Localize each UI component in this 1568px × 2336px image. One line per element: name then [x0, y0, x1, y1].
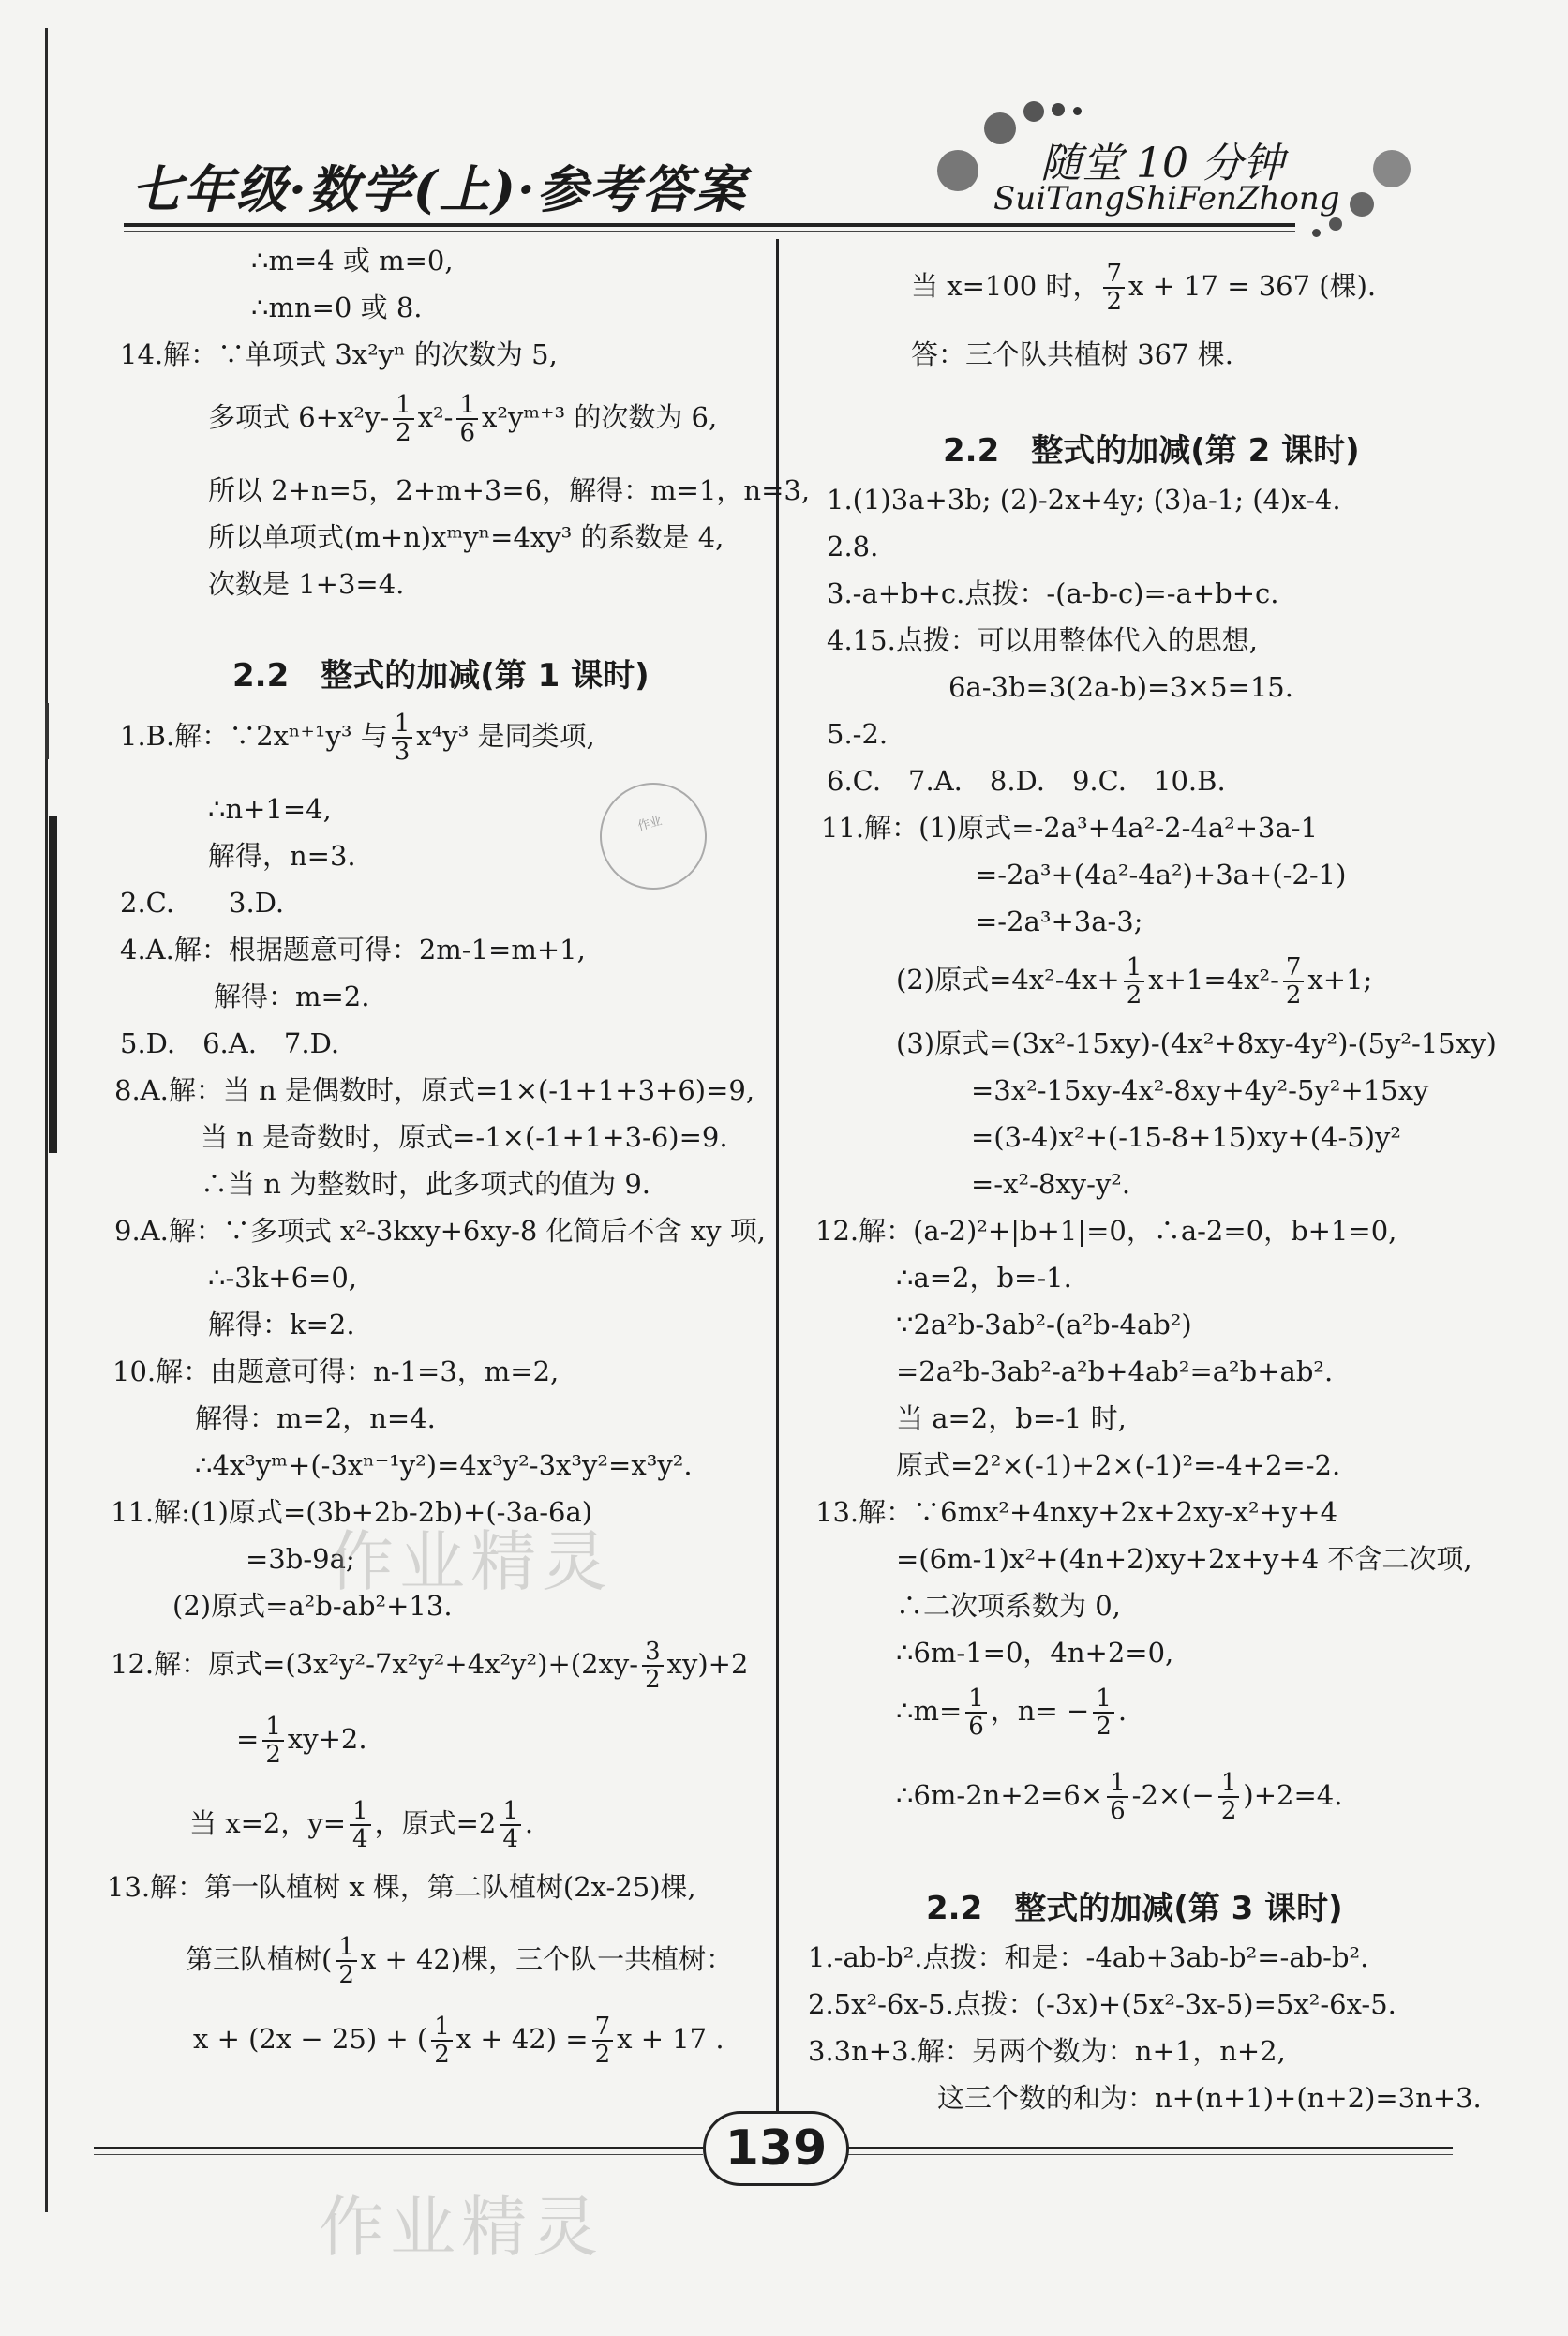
text-line: 原式=2²×(-1)+2×(-1)²=-4+2=-2.: [896, 1449, 1341, 1481]
text-line: ∴mn=0 或 8.: [251, 292, 423, 323]
text-line: ∴-3k+6=0,: [208, 1262, 357, 1294]
text-line: ∴6m-2n+2=6× $\frac{1}{6}$ -2×(− $\frac{1}{2}$ )+2=4.: [896, 1769, 1343, 1825]
text-line: 12.解：原式=(3x²y²-7x²y²+4x²y²)+(2xy- $\frac{3}{2}$ xy)+2: [111, 1638, 749, 1694]
text-line: =(6m-1)x²+(4n+2)xy+2x+y+4 不含二次项,: [896, 1543, 1472, 1575]
text-line: 11.解:(1)原式=(3b+2b-2b)+(-3a-6a): [111, 1496, 593, 1528]
text-line: =3b-9a;: [246, 1543, 355, 1575]
fraction: $\frac{1}{4}$: [500, 1798, 521, 1852]
text-line: =-2a³+3a-3;: [975, 906, 1143, 937]
fraction: $\frac{1}{2}$: [1093, 1685, 1114, 1740]
column-divider: [776, 239, 779, 2119]
text-line: ∴m=4 或 m=0,: [251, 245, 454, 277]
text-line: 5.D. 6.A. 7.D.: [120, 1027, 340, 1059]
text-line: =-2a³+(4a²-4a²)+3a+(-2-1): [975, 859, 1347, 891]
text-line: = $\frac{1}{2}$ xy+2.: [236, 1713, 367, 1769]
text-line: (2)原式=a²b-ab²+13.: [172, 1590, 453, 1622]
fraction: $\frac{1}{6}$: [456, 392, 478, 446]
text-line: 当 x=2，y= $\frac{1}{4}$ ，原式=2 $\frac{1}{4}$ .: [189, 1797, 534, 1853]
text-line: =(3-4)x²+(-15-8+15)xy+(4-5)y²: [971, 1121, 1402, 1153]
text-line: =3x²-15xy-4x²-8xy+4y²-5y²+15xy: [971, 1074, 1429, 1106]
text-line: 多项式 6+x²y- $\frac{1}{2}$ x²- $\frac{1}{6}$ x²yᵐ⁺³ 的次数为 6,: [208, 391, 718, 447]
binding-mark: [45, 703, 49, 759]
text-line: 1.B.解：∵2xⁿ⁺¹y³ 与 $\frac{1}{3}$ x⁴y³ 是同类项,: [120, 710, 595, 766]
text-line: (2)原式=4x²-4x+ $\frac{1}{2}$ x+1=4x²- $\frac{7}{2}$ x+1;: [896, 953, 1373, 1010]
section-heading: 2.2 整式的加减(第 2 课时): [943, 432, 1360, 470]
footer-rule: [94, 2154, 703, 2155]
text-line: 所以 2+n=5，2+m+3=6，解得：m=1，n=3,: [208, 474, 811, 506]
text-line: 4.A.解：根据题意可得：2m-1=m+1,: [120, 934, 586, 966]
fraction: $\frac{1}{2}$: [1124, 954, 1145, 1009]
text-line: 2.8.: [827, 531, 879, 562]
text-line: 6a-3b=3(2a-b)=3×5=15.: [948, 671, 1293, 703]
text-line: 3.-a+b+c.点拨：-(a-b-c)=-a+b+c.: [827, 577, 1279, 609]
decor-dot: [1329, 217, 1342, 231]
page-title: 七年级·数学(上)·参考答案: [131, 159, 747, 219]
fraction: $\frac{1}{2}$: [262, 1714, 284, 1768]
text-line: ∴二次项系数为 0,: [896, 1590, 1121, 1622]
text-line: 6.C. 7.A. 8.D. 9.C. 10.B.: [827, 765, 1226, 797]
text-line: ∴当 n 为整数时，此多项式的值为 9.: [201, 1168, 651, 1200]
text-line: ∴4x³yᵐ+(-3xⁿ⁻¹y²)=4x³y²-3x³y²=x³y².: [195, 1449, 693, 1481]
footer-rule: [94, 2147, 703, 2149]
brand-logo: [937, 94, 1425, 244]
text-line: 8.A.解：当 n 是偶数时，原式=1×(-1+1+3+6)=9,: [114, 1074, 755, 1106]
fraction: $\frac{7}{2}$: [1283, 954, 1305, 1009]
text-line: x + (2x − 25) + ( $\frac{1}{2}$ x + 42) = $\frac{7}{2}$ x + 17 .: [193, 2013, 724, 2069]
fraction: $\frac{1}{2}$: [336, 1934, 357, 1988]
decor-dot: [1073, 107, 1082, 115]
decor-dot: [937, 150, 978, 191]
decor-dot: [1373, 150, 1411, 187]
text-line: 13.解：第一队植树 x 棵，第二队植树(2x-25)棵,: [107, 1871, 696, 1903]
decor-dot: [1350, 192, 1374, 217]
fraction: $\frac{3}{2}$: [642, 1639, 664, 1693]
text-line: 解得：m=2.: [214, 981, 370, 1012]
fraction: $\frac{1}{2}$: [431, 2014, 453, 2068]
text-line: 答：三个队共植树 367 棵.: [911, 338, 1234, 370]
text-line: 这三个数的和为：n+(n+1)+(n+2)=3n+3.: [937, 2082, 1482, 2114]
fraction: $\frac{7}{2}$: [1103, 261, 1125, 315]
text-line: 2.C. 3.D.: [120, 887, 285, 919]
text-line: 解得：m=2，n=4.: [195, 1402, 436, 1434]
section-heading: 2.2 整式的加减(第 1 课时): [232, 657, 650, 695]
fraction: $\frac{7}{2}$: [592, 2014, 614, 2068]
footer-rule: [844, 2147, 1453, 2149]
section-heading: 2.2 整式的加减(第 3 课时): [926, 1890, 1343, 1927]
text-line: 5.-2.: [827, 718, 889, 750]
watermark: 作业精灵: [319, 2189, 604, 2266]
text-line: 2.5x²-6x-5.点拨：(-3x)+(5x²-3x-5)=5x²-6x-5.: [808, 1988, 1396, 2020]
page-number-badge: [703, 2111, 849, 2186]
brand-chinese: 随堂 10 分钟: [1040, 140, 1284, 187]
text-line: (3)原式=(3x²-15xy)-(4x²+8xy-4y²)-(5y²-15xy): [896, 1027, 1497, 1059]
text-line: ∴n+1=4,: [208, 793, 332, 825]
footer-rule: [844, 2154, 1453, 2155]
text-line: 解得，n=3.: [208, 840, 356, 872]
page-number: 139: [724, 2120, 828, 2177]
text-line: ∵2a²b-3ab²-(a²b-4ab²): [896, 1309, 1192, 1340]
text-line: 10.解：由题意可得：n-1=3，m=2,: [112, 1355, 560, 1387]
text-line: 9.A.解：∵多项式 x²-3kxy+6xy-8 化简后不含 xy 项,: [114, 1215, 766, 1247]
text-line: =2a²b-3ab²-a²b+4ab²=a²b+ab².: [896, 1355, 1334, 1387]
text-line: 4.15.点拨：可以用整体代入的思想,: [827, 624, 1259, 656]
fraction: $\frac{1}{2}$: [1218, 1770, 1240, 1824]
decor-dot: [1023, 101, 1044, 122]
binding-mark: [49, 816, 57, 1153]
text-line: 当 x=100 时， $\frac{7}{2}$ x + 17 = 367 (棵).: [911, 260, 1377, 316]
text-line: 解得：k=2.: [208, 1309, 355, 1340]
text-line: =-x²-8xy-y².: [971, 1168, 1131, 1200]
header-rule: [124, 223, 1295, 227]
text-line: 11.解：(1)原式=-2a³+4a²-2-4a²+3a-1: [821, 812, 1319, 844]
fraction: $\frac{1}{6}$: [965, 1685, 987, 1740]
fraction: $\frac{1}{2}$: [393, 392, 414, 446]
fraction: $\frac{1}{3}$: [392, 711, 413, 765]
text-line: 第三队植树( $\frac{1}{2}$ x + 42)棵，三个队一共植树：: [186, 1933, 734, 1989]
text-line: 所以单项式(m+n)xᵐyⁿ=4xy³ 的系数是 4,: [208, 521, 724, 553]
brand-pinyin: SuiTangShiFenZhong: [993, 180, 1340, 217]
watermark: 作业精灵: [328, 1523, 613, 1600]
header-rule: [124, 231, 1295, 232]
text-line: 14.解：∵单项式 3x²yⁿ 的次数为 5,: [120, 338, 558, 370]
text-line: 当 n 是奇数时，原式=-1×(-1+1+3-6)=9.: [201, 1121, 728, 1153]
binding-line: [45, 28, 48, 2212]
decor-dot: [984, 112, 1016, 144]
fraction: $\frac{1}{6}$: [1107, 1770, 1128, 1824]
text-line: 3.3n+3.解：另两个数为：n+1，n+2,: [808, 2035, 1286, 2067]
homework-stamp: 作业: [588, 771, 719, 902]
text-line: ∴a=2，b=-1.: [896, 1262, 1072, 1294]
text-line: 次数是 1+3=4.: [208, 568, 405, 600]
text-line: ∴6m-1=0，4n+2=0,: [896, 1637, 1174, 1669]
decor-dot: [1312, 229, 1321, 237]
text-line: 12.解：(a-2)²+|b+1|=0，∴a-2=0，b+1=0,: [815, 1215, 1397, 1247]
text-line: 当 a=2，b=-1 时,: [896, 1402, 1127, 1434]
text-line: 1.(1)3a+3b; (2)-2x+4y; (3)a-1; (4)x-4.: [827, 484, 1341, 516]
fraction: $\frac{1}{4}$: [350, 1798, 371, 1852]
text-line: 13.解：∵6mx²+4nxy+2x+2xy-x²+y+4: [815, 1496, 1338, 1528]
decor-dot: [1052, 103, 1065, 116]
text-line: ∴m= $\frac{1}{6}$ ，n= − $\frac{1}{2}$ .: [896, 1685, 1127, 1741]
text-line: 1.-ab-b².点拨：和是：-4ab+3ab-b²=-ab-b².: [808, 1941, 1369, 1973]
